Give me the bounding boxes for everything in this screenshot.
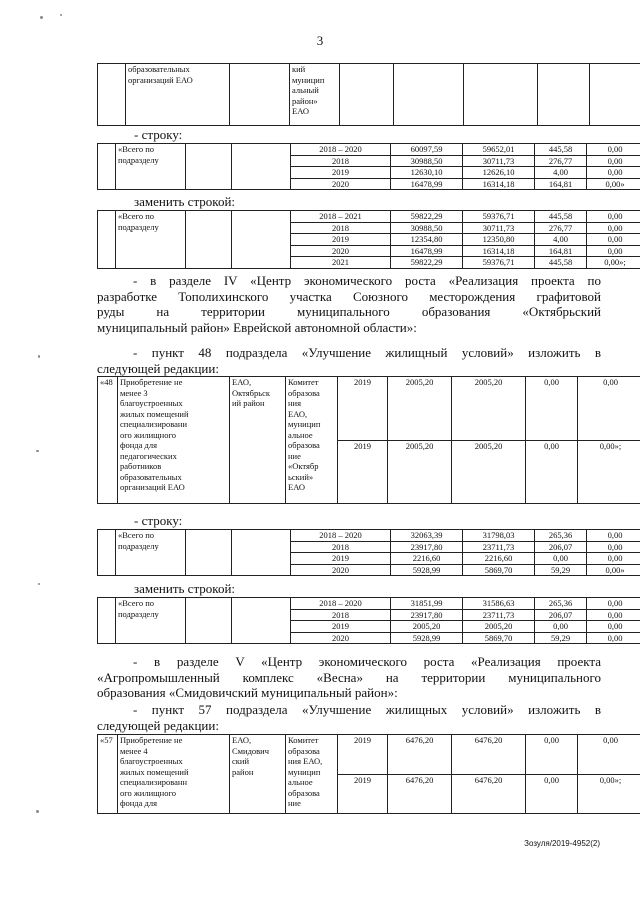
total-table-old-1 xyxy=(97,143,640,190)
cell: 12354,80 xyxy=(391,234,463,246)
top-fragment-table xyxy=(97,63,640,126)
phrase-replace-2: заменить строкой: xyxy=(134,581,236,596)
cell: 445,58 xyxy=(535,211,587,223)
cell: 59376,71 xyxy=(463,257,535,269)
cell: 2018 – 2020 xyxy=(291,530,391,542)
cell: 30988,50 xyxy=(391,222,463,234)
scan-speck xyxy=(38,355,40,358)
scan-speck xyxy=(36,810,39,813)
scan-speck xyxy=(38,583,40,585)
item-description: Приобретение не менее 4 благоустроенных жилых помещений специализированн ого жилищного фонда для xyxy=(118,735,230,814)
text-line: муниципальный район» Еврейской автономной области»: xyxy=(97,319,417,335)
cell: 2018 xyxy=(291,609,391,621)
item-executor: Комитет образова ния ЕАО, муницип альное образова ние «Октябр ьский» ЕАО xyxy=(286,377,338,504)
cell: 0,00» xyxy=(587,178,640,190)
cell: 6476,20 xyxy=(388,735,452,775)
cell: 206,07 xyxy=(535,541,587,553)
cell: 2019 xyxy=(291,234,391,246)
total-label: «Всего по подразделу xyxy=(116,598,186,644)
cell: 206,07 xyxy=(535,609,587,621)
cell: 0,00 xyxy=(526,774,578,814)
cell: 59822,29 xyxy=(391,211,463,223)
text-line: следующей редакции: xyxy=(97,717,219,733)
cell: 2005,20 xyxy=(388,377,452,441)
paragraph-section-iv xyxy=(97,273,601,335)
cell: 445,58 xyxy=(535,144,587,156)
item-executor: Комитет образова ния ЕАО, муницип альное образова ние xyxy=(286,735,338,814)
item-region: ЕАО, Октябрьск ий район xyxy=(230,377,286,504)
cell: 12350,80 xyxy=(463,234,535,246)
item-48-table xyxy=(97,376,640,504)
cell: 31586,63 xyxy=(463,598,535,610)
cell: 265,36 xyxy=(535,598,587,610)
paragraph-point-48 xyxy=(97,345,601,376)
cell: 2020 xyxy=(291,632,391,644)
fragment-description: образовательных организаций ЕАО xyxy=(126,64,230,126)
cell: 6476,20 xyxy=(452,774,526,814)
cell: 2019 xyxy=(338,377,388,441)
cell: 276,77 xyxy=(535,155,587,167)
text-line: «Агропромышленный комплекс «Весна» на территории муниципального xyxy=(97,669,601,685)
cell: 2018 – 2021 xyxy=(291,211,391,223)
item-number: «57 xyxy=(98,735,118,814)
total-table-new-2 xyxy=(97,597,640,644)
cell: 445,58 xyxy=(535,257,587,269)
cell: 0,00 xyxy=(535,621,587,633)
text-line: образования «Смидовичский муниципальный район»: xyxy=(97,685,398,700)
cell: 2216,60 xyxy=(463,553,535,565)
cell: 31798,03 xyxy=(463,530,535,542)
cell: 2019 xyxy=(291,553,391,565)
cell: 6476,20 xyxy=(452,735,526,775)
cell: 0,00 xyxy=(526,440,578,504)
scan-speck xyxy=(40,16,43,19)
cell: 23917,80 xyxy=(391,541,463,553)
cell: 16478,99 xyxy=(391,178,463,190)
text-line: - пункт 57 подраздела «Улучшение жилищных условий» изложить в xyxy=(133,702,601,717)
item-region: ЕАО, Смидович ский район xyxy=(230,735,286,814)
cell: 0,00 xyxy=(587,553,640,565)
cell: 164,81 xyxy=(535,245,587,257)
page-number: 3 xyxy=(316,33,324,48)
cell: 4,00 xyxy=(535,234,587,246)
total-label: «Всего по подразделу xyxy=(116,144,186,190)
cell: 5869,70 xyxy=(463,564,535,576)
text-line: - пункт 48 подраздела «Улучшение жилищный условий» изложить в xyxy=(133,345,601,360)
cell: 60097,59 xyxy=(391,144,463,156)
cell: 2019 xyxy=(338,774,388,814)
cell: 6476,20 xyxy=(388,774,452,814)
cell: 2019 xyxy=(338,735,388,775)
cell: 0,00 xyxy=(587,609,640,621)
cell: 2005,20 xyxy=(391,621,463,633)
cell: 16478,99 xyxy=(391,245,463,257)
cell: 59376,71 xyxy=(463,211,535,223)
cell: 31851,99 xyxy=(391,598,463,610)
text-line: следующей редакции: xyxy=(97,360,219,376)
text-line: - в разделе V «Центр экономического роста «Реализация проекта xyxy=(133,654,601,669)
total-label: «Всего по подразделу xyxy=(116,530,186,576)
cell: 2018 xyxy=(291,222,391,234)
cell: 0,00 xyxy=(587,530,640,542)
cell: 2018 xyxy=(291,541,391,553)
footer-code: Зозуля/2019-4952(2) xyxy=(524,839,600,848)
cell: 2005,20 xyxy=(388,440,452,504)
cell: 5928,99 xyxy=(391,632,463,644)
cell: 59652,01 xyxy=(463,144,535,156)
item-number: «48 xyxy=(98,377,118,504)
cell: 23917,80 xyxy=(391,609,463,621)
cell: 16314,18 xyxy=(463,245,535,257)
cell: 2020 xyxy=(291,564,391,576)
cell: 0,00 xyxy=(578,377,640,441)
cell: 0,00»; xyxy=(578,440,640,504)
total-table-old-2 xyxy=(97,529,640,576)
cell: 0,00 xyxy=(526,735,578,775)
cell: 0,00 xyxy=(587,155,640,167)
text-line: руды на территории муниципального образования «Октябрьский xyxy=(97,304,601,319)
cell: 32063,39 xyxy=(391,530,463,542)
cell: 0,00 xyxy=(587,222,640,234)
cell: 0,00 xyxy=(587,621,640,633)
cell: 0,00 xyxy=(587,144,640,156)
cell: 2005,20 xyxy=(452,377,526,441)
cell: 30711,73 xyxy=(463,222,535,234)
cell: 0,00 xyxy=(578,735,640,775)
text-line: разработке Тополихинского участка Союзного месторождения графитовой xyxy=(97,288,601,304)
phrase-row-2: - строку: xyxy=(134,513,183,528)
phrase-replace-1: заменить строкой: xyxy=(134,194,236,209)
cell: 0,00 xyxy=(587,541,640,553)
cell: 5869,70 xyxy=(463,632,535,644)
total-label: «Всего по подразделу xyxy=(116,211,186,269)
cell: 2019 xyxy=(291,167,391,179)
cell: 164,81 xyxy=(535,178,587,190)
fragment-executor: кий муницип альный район» ЕАО xyxy=(290,64,340,126)
cell: 0,00»; xyxy=(578,774,640,814)
cell: 23711,73 xyxy=(463,609,535,621)
cell: 2018 – 2020 xyxy=(291,598,391,610)
cell: 16314,18 xyxy=(463,178,535,190)
scan-speck xyxy=(60,14,62,16)
phrase-row-1: - строку: xyxy=(134,127,183,142)
cell: 2005,20 xyxy=(452,440,526,504)
item-description: Приобретение не менее 3 благоустроенных жилых помещений специализировани ого жилищного фонда для педагогических работников образовательных организаций ЕАО xyxy=(118,377,230,504)
scan-speck xyxy=(36,450,39,452)
cell: 12630,10 xyxy=(391,167,463,179)
cell: 2021 xyxy=(291,257,391,269)
cell: 30711,73 xyxy=(463,155,535,167)
cell: 2019 xyxy=(338,440,388,504)
cell: 0,00 xyxy=(535,553,587,565)
cell: 2018 – 2020 xyxy=(291,144,391,156)
cell: 265,36 xyxy=(535,530,587,542)
item-57-table xyxy=(97,734,640,814)
paragraph-section-v xyxy=(97,654,601,701)
cell: 0,00 xyxy=(526,377,578,441)
cell: 276,77 xyxy=(535,222,587,234)
text-line: - в разделе IV «Центр экономического роста «Реализация проекта по xyxy=(133,273,601,288)
cell: 0,00»; xyxy=(587,257,640,269)
cell: 23711,73 xyxy=(463,541,535,553)
cell: 2020 xyxy=(291,178,391,190)
cell: 0,00 xyxy=(587,211,640,223)
cell: 2216,60 xyxy=(391,553,463,565)
total-table-new-1 xyxy=(97,210,640,269)
cell: 2005,20 xyxy=(463,621,535,633)
cell: 12626,10 xyxy=(463,167,535,179)
cell: 59,29 xyxy=(535,632,587,644)
cell: 2019 xyxy=(291,621,391,633)
cell: 4,00 xyxy=(535,167,587,179)
cell: 2020 xyxy=(291,245,391,257)
cell: 0,00 xyxy=(587,632,640,644)
cell: 59822,29 xyxy=(391,257,463,269)
cell: 0,00 xyxy=(587,167,640,179)
paragraph-point-57 xyxy=(97,702,601,733)
cell: 0,00 xyxy=(587,598,640,610)
cell: 2018 xyxy=(291,155,391,167)
cell: 59,29 xyxy=(535,564,587,576)
cell: 0,00 xyxy=(587,234,640,246)
cell: 0,00 xyxy=(587,245,640,257)
cell: 0,00» xyxy=(587,564,640,576)
cell: 5928,99 xyxy=(391,564,463,576)
cell: 30988,50 xyxy=(391,155,463,167)
